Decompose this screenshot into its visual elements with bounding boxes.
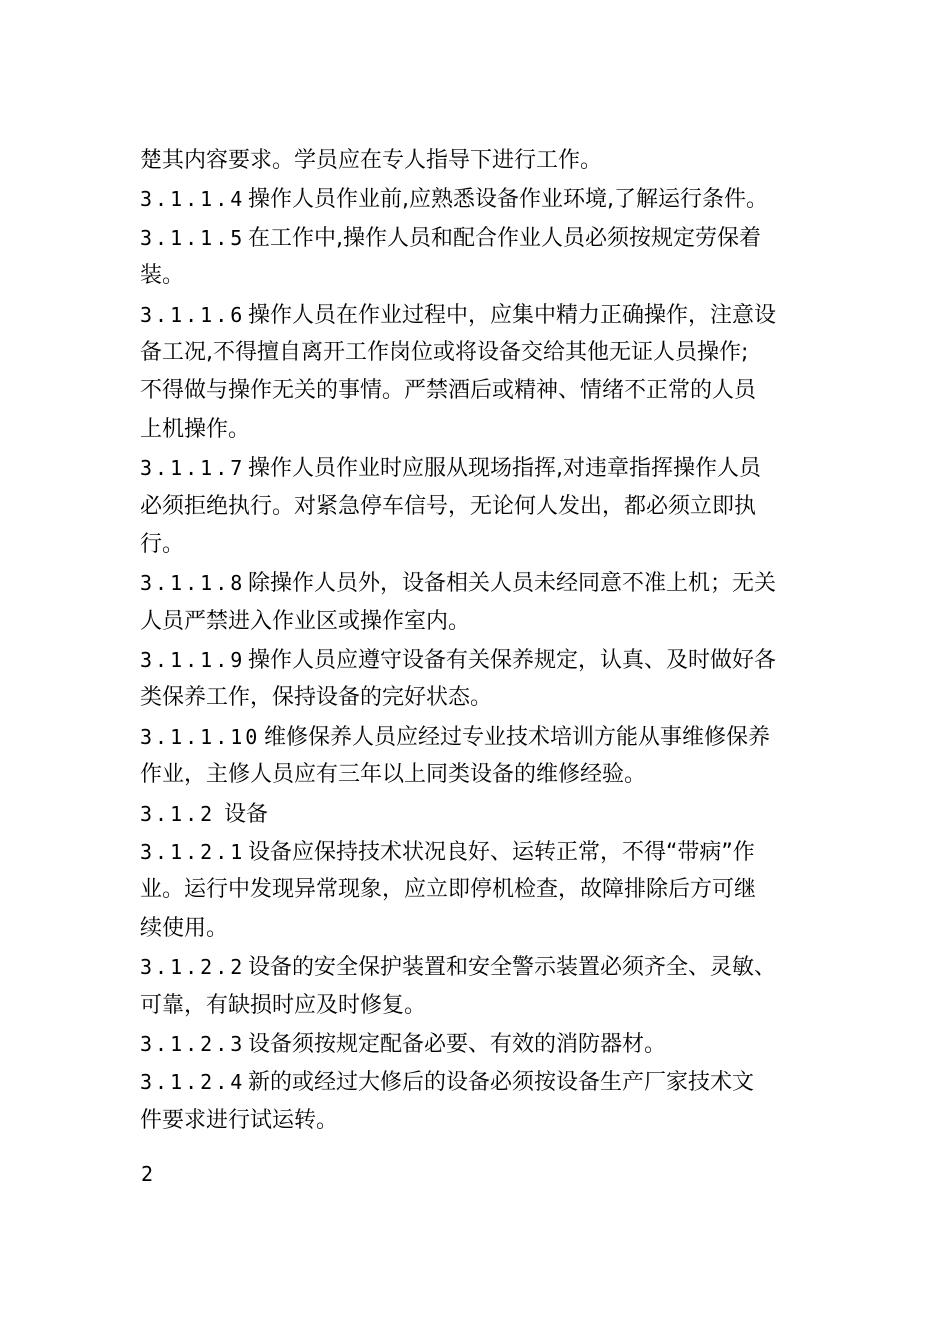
text-line: [140, 1102, 828, 1140]
clause-number: 3.1.1.10: [140, 724, 261, 749]
clause-number: 3.1.1.8: [140, 571, 246, 596]
line-text: 备工况,不得擅自离开工作岗位或将设备交给其他无证人员操作;: [140, 339, 749, 365]
line-text: 人员严禁进入作业区或操作室内。: [140, 608, 471, 634]
line-text: 作业，主修人员应有三年以上同类设备的维修经验。: [140, 762, 647, 788]
clause-line: [140, 1025, 828, 1063]
text-line: [140, 488, 828, 526]
clause-line: [140, 219, 828, 257]
clause-line: [140, 795, 828, 833]
line-text: 可靠，有缺损时应及时修复。: [140, 992, 427, 1018]
line-text: 操作人员在作业过程中，应集中精力正确操作，注意设: [248, 302, 777, 328]
line-text: 操作人员作业时应服从现场指挥,对违章指挥操作人员: [248, 456, 761, 482]
text-line: [140, 526, 828, 564]
line-text: 装。: [140, 263, 185, 289]
line-text: 在工作中,操作人员和配合作业人员必须按规定劳保着: [248, 225, 761, 251]
clause-number: 3.1.1.7: [140, 456, 246, 481]
clause-line: [140, 180, 828, 218]
clause-number: 3.1.2.3: [140, 1031, 246, 1056]
text-line: [140, 987, 828, 1025]
text-line: [140, 372, 828, 410]
line-text: 上机操作。: [140, 416, 251, 442]
clause-number: 3.1.2.1: [140, 840, 246, 865]
line-text: 必须拒绝执行。对紧急停车信号，无论何人发出，都必须立即执: [140, 493, 757, 519]
clause-number: 3.1.2.2: [140, 955, 246, 980]
clause-line: [140, 641, 828, 679]
clause-line: [140, 449, 828, 487]
clause-line: [140, 718, 828, 756]
line-text: 业。运行中发现异常现象，应立即停机检查，故障排除后方可继: [140, 877, 757, 903]
line-text: 不得做与操作无关的事情。严禁酒后或精神、情绪不正常的人员: [140, 378, 757, 404]
clause-line: [140, 296, 828, 334]
line-text: 操作人员应遵守设备有关保养规定，认真、及时做好各: [248, 648, 777, 674]
clause-number: 3.1.1.9: [140, 648, 246, 673]
line-text: 楚其内容要求。学员应在专人指导下进行工作。: [140, 148, 603, 173]
clause-number: 3.1.1.4: [140, 187, 246, 212]
line-text: 新的或经过大修后的设备必须按设备生产厂家技术文: [248, 1070, 755, 1096]
text-line: [140, 871, 828, 909]
clause-line: [140, 948, 828, 986]
page-number: 2: [141, 1162, 154, 1186]
line-text: 类保养工作，保持设备的完好状态。: [140, 685, 493, 711]
line-text: 续使用。: [140, 915, 229, 941]
line-text: 行。: [140, 531, 185, 557]
text-line: [140, 142, 828, 180]
text-line: [140, 411, 828, 449]
clause-number: 3.1.1.5: [140, 225, 246, 250]
line-text: 设备: [224, 801, 269, 827]
line-text: 件要求进行试运转。: [140, 1107, 339, 1133]
clause-number: 3.1.2: [140, 801, 216, 826]
line-text: 操作人员作业前,应熟悉设备作业环境,了解运行条件。: [248, 187, 768, 213]
text-line: [140, 603, 828, 641]
text-line: [140, 334, 828, 372]
document-body: [140, 142, 828, 1140]
clause-number: 3.1.2.4: [140, 1070, 246, 1095]
text-line: [140, 257, 828, 295]
clause-line: [140, 833, 828, 871]
text-line: [140, 910, 828, 948]
line-text: 维修保养人员应经过专业技术培训方能从事维修保养: [264, 724, 771, 750]
text-line: [140, 679, 828, 717]
line-text: 设备应保持技术状况良好、运转正常，不得“带病”作: [248, 840, 755, 866]
clause-line: [140, 1063, 828, 1101]
clause-line: [140, 564, 828, 602]
line-text: 设备须按规定配备必要、有效的消防器材。: [248, 1031, 667, 1057]
line-text: 设备的安全保护装置和安全警示装置必须齐全、灵敏、: [248, 955, 777, 981]
text-line: [140, 756, 828, 794]
clause-number: 3.1.1.6: [140, 302, 246, 327]
line-text: 除操作人员外，设备相关人员未经同意不准上机；无关: [248, 571, 777, 597]
